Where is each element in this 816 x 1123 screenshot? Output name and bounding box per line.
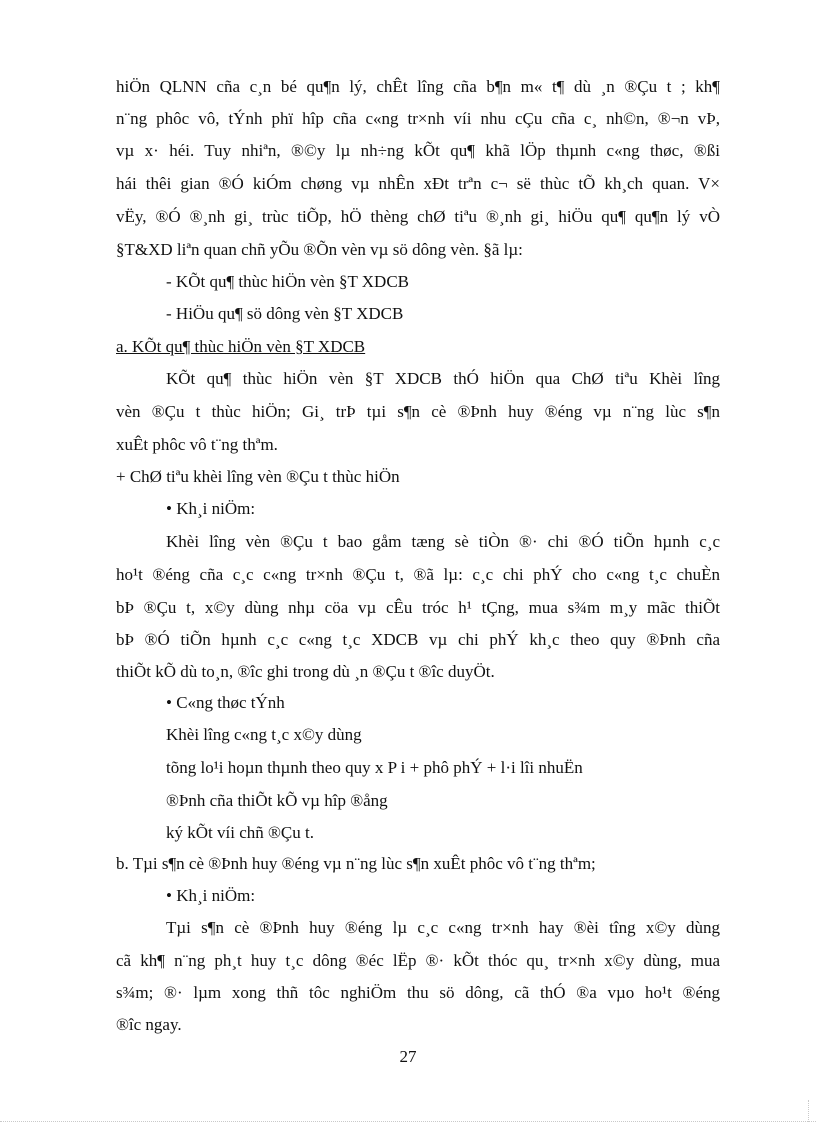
body-line: Tµi s¶n cè ®Þnh huy ®éng lµ c¸c c«ng tr×nh hay ®èi tîng x©y dùng xyxy=(166,918,720,937)
body-line: ®îc ngay. xyxy=(116,1015,182,1034)
body-line: Khèi lîng vèn ®Çu t bao gåm tæng sè tiÒn ®· chi ®Ó tiÕn hµnh c¸c xyxy=(166,532,720,551)
formula-line: tõng lo¹i hoµn thµnh theo quy x P i + phô phÝ + l·i lîi nhuËn xyxy=(166,758,583,777)
bullet-item: • Kh¸i niÖm: xyxy=(166,499,256,518)
page-number: 27 xyxy=(399,1047,417,1066)
page-corner-dotted xyxy=(808,1100,809,1122)
section-heading-a: a. KÕt qu¶ thùc hiÖn vèn §T XDCB xyxy=(116,337,366,356)
formula-line: Khèi lîng c«ng t¸c x©y dùng xyxy=(166,725,362,744)
body-line: n¨ng phôc vô, tÝnh phï hîp cña c«ng tr×nh víi nhu cÇu cña c¸ nh©n, ®¬n vÞ, xyxy=(116,109,720,128)
formula-line: ký kÕt víi chñ ®Çu t. xyxy=(166,823,314,842)
list-item: - HiÖu qu¶ sö dông vèn §T XDCB xyxy=(166,304,404,323)
subheading: + ChØ tiªu khèi lîng vèn ®Çu t thùc hiÖn xyxy=(116,467,400,486)
list-item: - KÕt qu¶ thùc hiÖn vèn §T XDCB xyxy=(166,272,410,291)
body-line: xuÊt phôc vô t¨ng thªm. xyxy=(116,435,278,454)
bullet-item: • Kh¸i niÖm: xyxy=(166,886,256,905)
body-line: vèn ®Çu t thùc hiÖn; Gi¸ trÞ tµi s¶n cè ®Þnh huy ®éng vµ n¨ng lùc s¶n xyxy=(116,402,720,421)
section-heading-b: b. Tµi s¶n cè ®Þnh huy ®éng vµ n¨ng lùc s¶n xuÊt phôc vô t¨ng thªm; xyxy=(116,854,596,873)
formula-line: ®Þnh cña thiÕt kÕ vµ hîp ®ång xyxy=(166,791,388,810)
body-line: §T&XD liªn quan chñ yÕu ®Õn vèn vµ sö dông vèn. §ã lµ: xyxy=(116,240,523,259)
body-line: thiÕt kÕ dù to¸n, ®îc ghi trong dù ¸n ®Çu t ®îc duyÖt. xyxy=(116,662,495,681)
body-line: KÕt qu¶ thùc hiÖn vèn §T XDCB thÓ hiÖn qua ChØ tiªu Khèi lîng xyxy=(166,369,720,388)
bullet-item: • C«ng thøc tÝnh xyxy=(166,693,285,712)
body-line: bÞ ®Ó tiÕn hµnh c¸c c«ng t¸c XDCB vµ chi phÝ kh¸c theo quy ®Þnh cña xyxy=(116,630,720,649)
page-border-dotted xyxy=(0,1121,816,1122)
body-line: hiÖn QLNN cña c¸n bé qu¶n lý, chÊt lîng cña b¶n m« t¶ dù ¸n ®Çu t ; kh¶ xyxy=(116,77,720,96)
body-line: vËy, ®Ó ®¸nh gi¸ trùc tiÕp, hÖ thèng chØ tiªu ®¸nh gi¸ hiÖu qu¶ qu¶n lý vÒ xyxy=(116,207,720,226)
body-line: ho¹t ®éng cña c¸c c«ng tr×nh ®Çu t, ®ã lµ: c¸c chi phÝ cho c«ng t¸c chuÈn xyxy=(116,565,720,584)
body-line: bÞ ®Çu t, x©y dùng nhµ cöa vµ cÊu tróc h¹ tÇng, mua s¾m m¸y mãc thiÕt xyxy=(116,598,720,617)
body-line: s¾m; ®· lµm xong thñ tôc nghiÖm thu sö dông, cã thÓ ®a vµo ho¹t ®éng xyxy=(116,983,720,1002)
body-line: hái thêi gian ®Ó kiÓm chøng vµ nhÊn xÐt trªn c¬ së thùc tÕ kh¸ch quan. V× xyxy=(116,174,720,193)
body-line: cã kh¶ n¨ng ph¸t huy t¸c dông ®éc lËp ®· kÕt thóc qu¸ tr×nh x©y dùng, mua xyxy=(116,951,720,970)
body-line: vµ x· héi. Tuy nhiªn, ®©y lµ nh÷ng kÕt qu¶ khã lÖp thµnh c«ng thøc, ®ßi xyxy=(116,141,720,160)
